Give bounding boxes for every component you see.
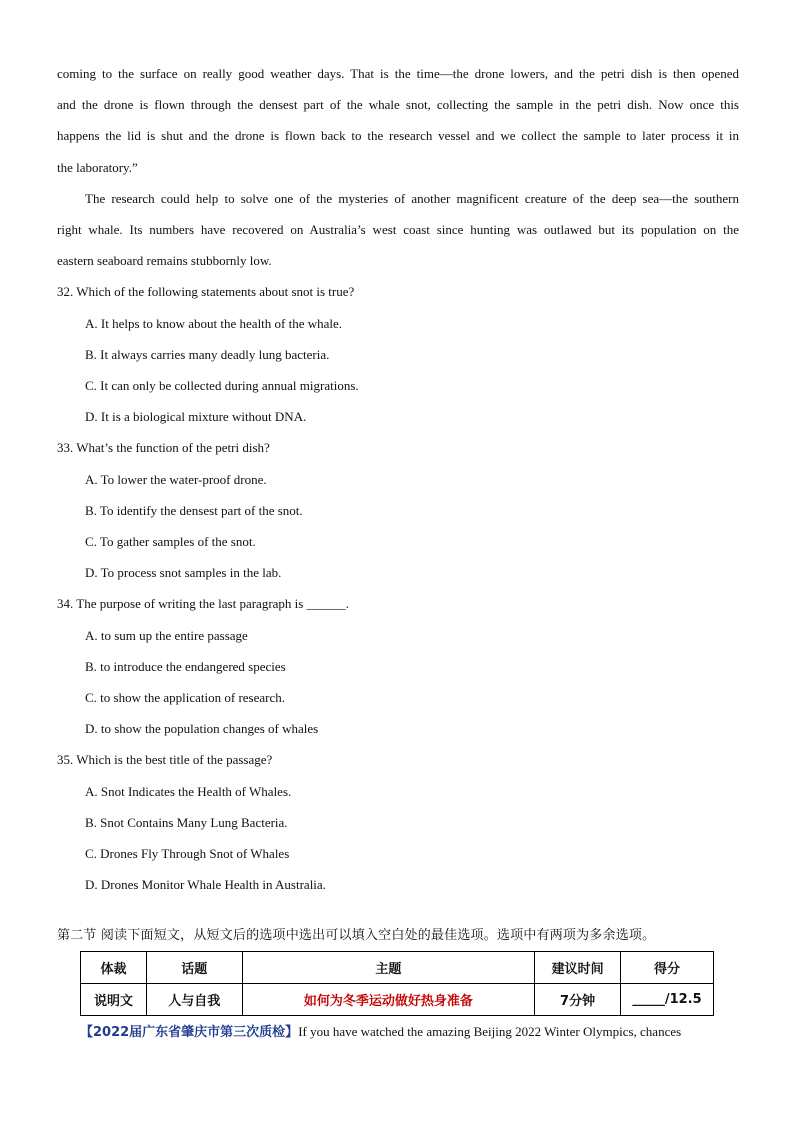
option-a: A. Snot Indicates the Health of Whales.	[85, 783, 292, 799]
passage-line: The research could help to solve one of the mysteries of another magnificent creature of the deep sea—the southern	[85, 190, 739, 206]
table-header-row	[81, 952, 714, 984]
option-b: B. to introduce the endangered species	[85, 658, 286, 674]
option-c: C. It can only be collected during annual migrations.	[85, 378, 359, 394]
table-row	[81, 984, 714, 1016]
option-a: A. It helps to know about the health of the whale.	[85, 315, 343, 331]
option-d: D. Drones Monitor Whale Health in Australia.	[85, 877, 326, 893]
header-score: 得分	[621, 952, 714, 984]
cell-genre: 说明文	[81, 984, 147, 1016]
question-stem: 33. What’s the function of the petri dish?	[57, 440, 270, 456]
cell-theme: 如何为冬季运动做好热身准备	[242, 984, 534, 1016]
header-theme: 主题	[242, 952, 534, 984]
option-a: A. to sum up the entire passage	[85, 627, 248, 643]
option-b: B. It always carries many deadly lung bacteria.	[85, 346, 330, 362]
passage-page	[57, 58, 739, 900]
passage-line: coming to the surface on really good weather days. That is the time—the drone lowers, and the petri dish is then opened	[57, 66, 739, 81]
header-topic: 话题	[146, 952, 242, 984]
opening-text: If you have watched the amazing Beijing 2022 Winter Olympics, chances	[298, 1024, 682, 1039]
option-c: C. Drones Fly Through Snot of Whales	[85, 846, 290, 862]
option-c: C. to show the application of research.	[85, 690, 285, 706]
header-suggested-time: 建议时间	[535, 952, 621, 984]
question-stem: 35. Which is the best title of the passage?	[57, 752, 273, 768]
question-34	[57, 588, 739, 744]
question-32	[57, 276, 739, 432]
option-c: C. To gather samples of the snot.	[85, 534, 256, 550]
option-b: B. Snot Contains Many Lung Bacteria.	[85, 814, 288, 830]
option-a: A. To lower the water-proof drone.	[85, 471, 267, 487]
option-d: D. To process snot samples in the lab.	[85, 565, 282, 581]
passage-info-table	[80, 951, 714, 1016]
cell-score: _____/12.5	[621, 984, 714, 1016]
question-stem: 32. Which of the following statements about snot is true?	[57, 284, 355, 300]
question-33	[57, 432, 739, 588]
option-d: D. to show the population changes of whales	[85, 721, 319, 737]
next-passage-opening	[80, 1021, 760, 1040]
option-b: B. To identify the densest part of the snot.	[85, 502, 303, 518]
header-genre: 体裁	[81, 952, 147, 984]
option-d: D. It is a biological mixture without DNA.	[85, 409, 307, 425]
cell-topic: 人与自我	[146, 984, 242, 1016]
source-tag: 【2022届广东省肇庆市第三次质检】	[80, 1025, 299, 1040]
passage-line: and the drone is flown through the densest part of the whale snot, collecting the sample in the petri dish. Now once this	[57, 97, 739, 113]
cell-suggested-time: 7分钟	[535, 984, 621, 1016]
section-instruction: 第二节 阅读下面短文，从短文后的选项中选出可以填入空白处的最佳选项。选项中有两项为多余选项。	[57, 928, 656, 943]
question-stem: 34. The purpose of writing the last paragraph is ______.	[57, 596, 349, 612]
passage-line: happens the lid is shut and the drone is flown back to the research vessel and we collect the sample to later process it in	[57, 128, 739, 144]
passage-line: the laboratory.”	[57, 159, 138, 175]
passage-line: right whale. Its numbers have recovered on Australia’s west coast since hunting was outlawed but its population on the	[57, 222, 739, 238]
question-35	[57, 744, 739, 900]
passage-line: eastern seaboard remains stubbornly low.	[57, 253, 272, 269]
